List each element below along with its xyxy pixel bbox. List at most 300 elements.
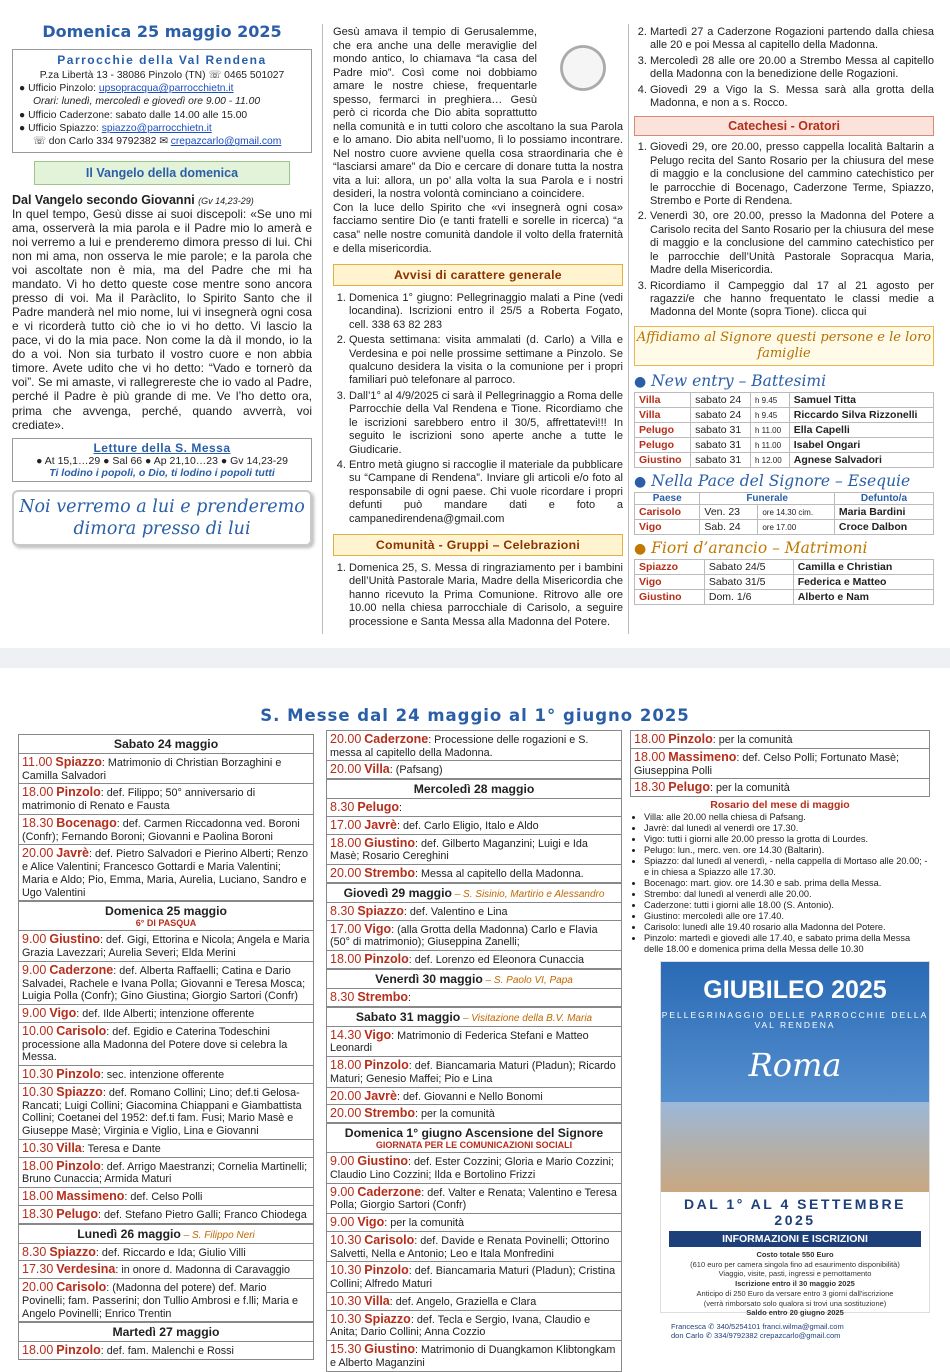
day-heading [18, 901, 314, 931]
mass-entry [630, 779, 930, 797]
mass-entry [326, 1057, 622, 1087]
gospel-title: Dal Vangelo secondo Giovanni (Gv 14,23-29) [12, 192, 254, 207]
mass-time: 10.00 [22, 1023, 54, 1038]
mass-intention: : (Pafsang) [389, 764, 443, 777]
day-heading [326, 1123, 622, 1153]
mass-entry [18, 1066, 314, 1084]
table-cell: sabato 31 [691, 453, 751, 468]
table-row [635, 453, 934, 468]
city-skyline-image [661, 1102, 929, 1192]
mass-entry [18, 962, 314, 1005]
bullet-icon: ● [634, 374, 647, 391]
avvisi-list [333, 292, 623, 526]
mass-intention: : def. fam. Malenchi e Rossi [100, 1345, 234, 1358]
office-line: ● Ufficio Pinzolo: upsopracqua@parrocchietn.it [19, 82, 234, 94]
mass-time: 8.30 [330, 989, 355, 1004]
mass-entry [18, 754, 314, 784]
mass-entry [18, 1261, 314, 1279]
parish-name: Parrocchie della Val Rendena [57, 53, 267, 67]
poster-cost-includes: Viaggio, visite, pasti, ingressi e pernottamento [718, 1269, 872, 1279]
column-divider [322, 24, 323, 634]
mass-intention: : def. Arrigo Maestranzi; Cornelia Martinelli; Bruno Cunaccia; Armida Maturi [22, 1160, 308, 1186]
mass-intention: : per la comunità [712, 734, 793, 746]
mass-intention: : Matrimonio di Federica Stefani e Matteo Leonardi [330, 1029, 589, 1055]
gospel-section-heading: Il Vangelo della domenica [34, 161, 290, 185]
poster-contact: don Carlo ✆ 334/9792382 crepazcarlo@gmail.com [671, 1331, 841, 1341]
poster-deadline: Iscrizione entro il 30 maggio 2025 [735, 1279, 855, 1289]
mass-time: 10.30 [330, 1263, 362, 1278]
mass-intention: : def. Stefano Pietro Galli; Franco Chiodega [97, 1208, 307, 1221]
table-row [635, 590, 934, 605]
mass-time: 15.30 [330, 1342, 362, 1357]
mass-entry [630, 731, 930, 749]
mass-intention: : sec. intenzione offerente [100, 1069, 225, 1082]
mass-time: 18.00 [22, 1158, 54, 1173]
mass-time: 9.00 [22, 962, 47, 977]
mass-entry [326, 1341, 622, 1371]
mass-time: 8.30 [330, 903, 355, 918]
mass-time: 9.00 [330, 1154, 355, 1169]
mass-intention: : in onore d. Madonna di Caravaggio [115, 1264, 291, 1277]
mass-intention: : def. Angelo, Graziella e Clara [389, 1295, 537, 1308]
list-item: 2. Questa settimana: visita ammalati (d. Carlo) a Villa e Verdesina e poi nelle prossime settimane a Pinzolo. Se qualcuno desidera la visita o la comunione per i propri familiari può telefonare al parroco. [349, 334, 623, 388]
table-cell: Alberto e Nam [793, 590, 933, 605]
rosario-item: • Giustino: mercoledì alle ore 17.40. [644, 911, 930, 922]
bullet-icon: ● [634, 474, 647, 491]
office-line: ● Ufficio Spiazzo: spiazzo@parrocchietn.it [19, 123, 212, 135]
table-cell: Pelugo [635, 423, 691, 438]
mass-place: Carisolo [56, 1280, 107, 1295]
mass-place: Strembo [357, 989, 409, 1004]
day-saint: – S. Paolo VI, Papa [482, 974, 573, 986]
gospel-text: In quel tempo, Gesù disse ai suoi discepoli: «Se uno mi ama, osserverà la mia parola e il Padre mio lo amerà e noi verremo a lui e prenderemo dimora presso di lui. Chi non mi ama, non osserva le mie parole; e la parola che voi ascoltate non è mia, ma del Padre che mi ha mandato. Vi ho detto queste cose mentre sono ancora presso di voi. Ma il Paràclito, lo Spirito Santo che il Padre manderà nel mio nome, lui vi insegnerà ogni cosa e vi ricorderà tutto ciò che io vi ho detto. Vi lascio la pace, vi do la mia pace. Non come la dà il mondo, io la do a voi. Non sia turbato il vostro cuore e non abbia timore. Avete udito che vi ho detto: “Vado e tornerò da voi”. Se mi amaste, vi rallegrereste che io vado al Padre, perché il Padre è più grande di me. Ve l’ho detto ora, prima che avvenga, perché, quando avverrà, voi crediate». [12, 206, 312, 432]
table-row [635, 393, 934, 408]
mass-intention: : def. Alberta Raffaelli; Catina e Dario Salvadei, Rachele e Ivana Polla; Giovanni e Teresa Mosca; Luigia Polla (Confr); Gino Giustina; Giorgio Sartori (Confr) [22, 964, 306, 1003]
poster-city: Roma [748, 1045, 842, 1084]
mass-place: Strembo [364, 866, 415, 881]
mass-entry [18, 1084, 314, 1140]
table-cell: ore 17.00 [758, 520, 835, 535]
list-item: 4. Entro metà giugno si raccoglie il materiale da pubblicare su “Campane di Rendena”. Inviare gli articoli e/o foto al responsabile di ogni paese. Chi vuole ricordare i propri defunti può mandare dati e foto a campanedirendena@gmail.com [349, 459, 623, 526]
table-cell: ore 14.30 cim. [758, 505, 835, 520]
mass-time: 20.00 [22, 846, 54, 861]
mass-intention: : def. Egidio e Caterina Todeschini processione alla Madonna del Potere dove si celebra la Messa. [22, 1025, 288, 1064]
mass-entry [18, 1188, 314, 1206]
list-item: 1. Domenica 25, S. Messa di ringraziamento per i bambini dell’Unità Pastorale Maria, Madre della Misericordia che hanno ricevuto la Prima Comunione. Ritrovo alle ore 10.00 nella chiesa parrocchiale di Carisolo, a seguire processione e Santa Messa alla Madonna del Potere. [349, 562, 623, 629]
day-label: Sabato 24 maggio [113, 737, 219, 751]
mass-entry [18, 845, 314, 901]
list-item: 3. Ricordiamo il Campeggio dal 17 al 21 agosto per ragazzi/e che hanno frequentato le classi medie a Madonna del Monte (sopra Tione). clicca qui [650, 280, 934, 320]
jubilee-poster [660, 961, 930, 1341]
masses-list [630, 730, 930, 797]
mass-intention: : (Madonna del potere) def. Mario Povinelli; fam. Passerini; don Tullio Ambrosi e f.lli; Maria e Angelo Povinelli; Enrico Trentin [22, 1282, 299, 1320]
mass-place: Pelugo [357, 800, 400, 815]
right-column [634, 26, 934, 605]
table-row [635, 505, 934, 520]
mass-entry [18, 1206, 314, 1224]
mass-intention: : def. Valentino e Lina [403, 905, 508, 918]
contact-line: ☏ don Carlo 334 9792382 ✉ crepazcarlo@gmail.com [33, 136, 282, 148]
rosario-item: • Bocenago: mart. giov. ore 14.30 e sab. prima della Messa. [644, 878, 930, 889]
rosario-item: • Carisolo: lunedì alle 19.40 rosario alla Madonna del Potere. [644, 922, 930, 933]
table-cell: Federica e Matteo [793, 575, 933, 590]
table-cell: Spiazzo [635, 560, 705, 575]
rosario-item: • Strembo: dal lunedì al venerdì alle 20.00. [644, 889, 930, 900]
dove-icon [543, 28, 623, 108]
table-cell: sabato 24 [691, 408, 751, 423]
day-heading [18, 734, 314, 754]
table-cell: Riccardo Silva Rizzonelli [789, 408, 933, 423]
mass-entry [326, 1262, 622, 1292]
mass-entry [18, 931, 314, 961]
mass-entry [326, 921, 622, 951]
bullet-icon: ● [634, 541, 647, 558]
mass-time: 9.00 [22, 932, 47, 947]
gospel-quote: Noi verremo a lui e prenderemo dimora presso di lui [12, 490, 312, 547]
table-cell: Carisolo [635, 505, 700, 520]
list-item: 4. Giovedì 29 a Vigo la S. Messa sarà alla grotta della Madonna, e non a s. Rocco. [650, 84, 934, 111]
mass-entry [326, 1105, 622, 1123]
office-line: ● Ufficio Caderzone: sabato dalle 14.00 alle 15.00 [19, 109, 248, 121]
table-cell: Giustino [635, 590, 705, 605]
mass-entry [326, 903, 622, 921]
comunita-list-continued [634, 26, 934, 110]
table-cell: Vigo [635, 575, 705, 590]
mass-intention: : per la comunità [414, 1108, 495, 1121]
day-subtitle: 6° DI PASQUA [135, 918, 197, 929]
table-cell: Ella Capelli [789, 423, 933, 438]
mass-intention: : def. Carlo Eligio, Italo e Aldo [396, 819, 539, 832]
mass-entry [326, 1214, 622, 1232]
mass-intention: : Teresa e Dante [81, 1142, 161, 1155]
readings-refrain: Ti lodino i popoli, o Dio, ti lodino i popoli tutti [49, 466, 275, 479]
parish-info-box [12, 49, 312, 153]
day-heading [326, 779, 622, 799]
page-date-title: Domenica 25 maggio 2025 [42, 22, 282, 41]
mass-intention: : def. Pietro Salvadori e Pierino Alberti; Renzo e Alice Valentini; Francesco Gottardi e Maria Valentini; Maria e Aldo; Pio, Emma, Maria, Aurelia, Luciano, Sandro e Ugo Valentini [22, 848, 309, 899]
list-item: 1. Domenica 1° giugno: Pellegrinaggio malati a Pine (vedi locandina). Iscrizioni entro il 25/5 a Roberta Fogato, cell. 338 63 82 283 [349, 292, 623, 332]
mass-intention: : def. Riccardo e Ida; Giulio Villi [95, 1246, 246, 1259]
table-cell: h 11.00 [750, 438, 789, 453]
mass-time: 10.30 [22, 1140, 54, 1155]
poster-balance: Saldo entro 20 giugno 2025 [746, 1308, 844, 1318]
mass-intention: : def. Davide e Renata Povinelli; Ottorino Salvetti, Nella e Antonio; Leo e Itala Monfredini [330, 1234, 610, 1260]
day-label: Mercoledì 28 maggio [413, 782, 535, 797]
mass-place: Spiazzo [56, 1084, 103, 1099]
list-item: 3. Dall’1° al 4/9/2025 ci sarà il Pellegrinaggio a Roma delle Parrocchie della Val Rendena e Tione. Ricordiamo che le iscrizioni sarebbero entro il 30/5, affrettatevi!!! In seguito le iscrizioni sono aperte anche a tutte le Giudicarie. [349, 390, 623, 457]
day-saint: – S. Filippo Neri [180, 1229, 255, 1241]
mass-place: Vigo [364, 1027, 392, 1042]
list-item: 2. Martedì 27 a Caderzone Rogazioni partendo dalla chiesa alle 20 e poi Messa al capitello della Madonna. [650, 26, 934, 53]
mass-intention: : per la comunità [709, 782, 790, 795]
bottom-page [0, 668, 950, 1369]
mass-place: Vigo [357, 1215, 385, 1230]
mass-entry [18, 1023, 314, 1066]
catechesi-list [634, 141, 934, 319]
mass-entry [326, 1153, 622, 1183]
poster-subtitle: PELLEGRINAGGIO DELLE PARROCCHIE DELLA VAL RENDENA [661, 1009, 929, 1030]
mass-entry [326, 951, 622, 969]
comunita-heading: Comunità - Gruppi – Celebrazioni [333, 534, 623, 556]
mass-place: Massimeno [668, 749, 737, 764]
matrimoni-heading: ● Fiori d’arancio – Matrimoni [634, 539, 868, 558]
day-heading [18, 1322, 314, 1342]
table-cell: Villa [635, 393, 691, 408]
poster-advance: Anticipo di 250 Euro da versare entro 3 giorni dall'iscrizione [696, 1288, 894, 1298]
matrimoni-table [634, 559, 934, 605]
mass-place: Giustino [357, 1154, 409, 1169]
rosario-item: • Javrè: dal lunedì al venerdì ore 17.30. [644, 823, 930, 834]
mass-intention: : def. Carmen Riccadonna ved. Boroni (Confr); Fernando Boroni; Giovanni e Paolina Boroni [22, 817, 300, 843]
mass-intention: : Messa al capitello della Madonna. [414, 868, 584, 881]
mass-place: Massimeno [56, 1189, 125, 1204]
table-row [635, 575, 934, 590]
table-cell: Vigo [635, 520, 700, 535]
mass-entry [326, 989, 622, 1007]
esequie-table [634, 492, 934, 535]
mass-time: 20.00 [330, 1088, 362, 1103]
mass-entry [18, 1140, 314, 1158]
readings-list: ● At 15,1…29 ● Sal 66 ● Ap 21,10…23 ● Gv 14,23-29 [36, 454, 288, 467]
table-cell: Sab. 24 [700, 520, 758, 535]
mass-time: 18.00 [634, 732, 666, 746]
mass-entry [326, 865, 622, 883]
mass-time: 18.30 [22, 1206, 54, 1221]
mass-entry [630, 749, 930, 779]
mass-time: 11.00 [22, 755, 53, 769]
mass-time: 9.00 [330, 1215, 355, 1230]
mass-entry [326, 817, 622, 835]
mass-intention: : Processione delle rogazioni e S. messa al capitello della Madonna. [330, 734, 589, 759]
masses-column-3 [630, 730, 930, 1341]
day-label: Giovedì 29 maggio [343, 885, 452, 900]
mass-intention: : def. Giovanni e Nello Bonomi [396, 1090, 543, 1103]
mass-place: Giustino [49, 932, 101, 947]
battesimi-heading: ● New entry – Battesimi [634, 372, 827, 391]
day-saint: – S. Sisinio, Martirio e Alessandro [451, 888, 605, 900]
mass-entry [18, 1279, 314, 1322]
day-heading [326, 883, 622, 903]
mass-place: Giustino [364, 835, 415, 850]
table-row [635, 408, 934, 423]
mass-entry [18, 1244, 314, 1262]
column-header: Paese [635, 493, 700, 505]
mass-entry [18, 784, 314, 814]
column-header: Defunto/a [834, 493, 933, 505]
rosario-item: • Villa: alle 20.00 nella chiesa di Pafsang. [644, 812, 930, 823]
left-column [12, 22, 312, 546]
day-heading [326, 969, 622, 989]
mass-place: Javrè [56, 846, 89, 861]
mass-entry [326, 761, 622, 779]
mass-intention: : [408, 991, 412, 1004]
mass-place: Pelugo [668, 780, 710, 795]
mass-time: 18.00 [22, 1343, 54, 1358]
mass-intention: : Matrimonio di Christian Borzaghini e Camilla Salvadori [22, 757, 282, 782]
mass-intention: : def. Teclа e Sergio, Ivana, Claudio e Anita; Dario Collini; Anna Cozzio [330, 1313, 591, 1339]
mass-entry [326, 799, 622, 817]
mass-place: Pinzolo [364, 1058, 409, 1073]
mass-intention: : def. Biancamaria Maturi (Pladun); Cristina Collini; Alfredo Maturi [330, 1265, 616, 1291]
mass-place: Villa [364, 1293, 390, 1308]
mass-entry [326, 1088, 622, 1106]
mass-intention: : def. Romano Collini; Lino; def.ti Gelosa-Rancati; Luigi Collini; Giacomina Chiappani e Giambattista Collini; Coetanei del 1952: def.ti fam. Fusi; Mario Masè e Giuseppe Masè; Virginia e Viglio, Lina e Giovanni [22, 1086, 302, 1138]
table-cell: sabato 24 [691, 393, 751, 408]
mass-time: 18.00 [634, 749, 666, 764]
catechesi-heading: Catechesi - Oratori [634, 116, 934, 136]
mass-place: Vigo [49, 1006, 77, 1021]
list-item: 3. Mercoledì 28 alle ore 20.00 a Strembo Messa al capitello della Madonna con la benedizione delle Rogazioni. [650, 55, 934, 82]
mass-intention: : def. Ester Cozzini; Gloria e Mario Cozzini; Claudio Lino Cozzini; Ilda e Bortolino Frizzi [330, 1156, 614, 1181]
table-cell: Ven. 23 [700, 505, 758, 520]
mass-place: Pelugo [56, 1206, 98, 1221]
mass-intention: : def. Valter e Renata; Valentino e Teresa Polla; Giorgio Sartori (Confr) [330, 1186, 617, 1212]
mass-intention: : per la comunità [384, 1217, 465, 1230]
mass-entry [326, 1184, 622, 1214]
mass-entry [18, 815, 314, 845]
battesimi-table [634, 392, 934, 468]
poster-info-banner: INFORMAZIONI E ISCRIZIONI [669, 1231, 921, 1247]
day-saint: – Visitazione della B.V. Maria [460, 1012, 593, 1024]
rosario-heading: Rosario del mese di maggio [710, 798, 850, 811]
mass-place: Verdesina [56, 1262, 116, 1277]
mass-place: Pinzolo [56, 785, 101, 800]
mass-place: Spiazzo [357, 903, 404, 918]
mass-time: 10.30 [330, 1293, 362, 1308]
mass-time: 20.00 [330, 762, 362, 777]
mass-time: 18.00 [330, 952, 362, 967]
poster-title: GIUBILEO 2025 [703, 975, 887, 1004]
table-cell: h 9.45 [750, 393, 789, 408]
table-cell: h 12.00 [750, 453, 789, 468]
rosario-item: • Pinzolo: martedì e giovedì alle 17.40, e sabato prima della Messa delle 18.00 e domenica prima della Messa delle 10.30 [644, 933, 930, 955]
mass-place: Javrè [364, 817, 397, 832]
mass-place: Pinzolo [364, 1263, 409, 1278]
mass-time: 9.00 [330, 1184, 355, 1199]
mass-intention: : (alla Grotta della Madonna) Carlo e Flavia (50° di matrimonio); Giuseppina Zanelli; [330, 923, 598, 949]
mass-intention: : def. Biancamaria Maturi (Pladun); Ricardo Maturi; Genesio Maffei; Pio e Lina [330, 1060, 616, 1085]
parish-address: P.za Libertà 13 - 38086 Pinzolo (TN) ☏ 0465 501027 [39, 69, 285, 81]
poster-contact: Francesca ✆ 340/5254101 franci.wilma@gmail.com [671, 1322, 844, 1332]
mass-place: Pinzolo [56, 1158, 101, 1173]
rosario-item: • Vigo: tutti i giorni alle 20.00 presso la grotta di Lourdes. [644, 834, 930, 845]
mass-place: Bocenago [56, 815, 117, 830]
day-label: Martedì 27 maggio [112, 1325, 220, 1340]
mass-place: Spiazzo [55, 755, 102, 769]
mass-time: 10.30 [22, 1067, 54, 1082]
rosario-section [630, 799, 930, 955]
mass-entry [18, 1005, 314, 1023]
mass-time: 20.00 [330, 866, 362, 881]
table-cell: Croce Dalbon [834, 520, 933, 535]
mass-place: Villa [364, 762, 390, 777]
mass-time: 20.00 [22, 1280, 54, 1295]
rosario-item: • Caderzone: tutti i giorni alle 18.00 (S. Antonio). [644, 900, 930, 911]
table-cell: sabato 31 [691, 423, 751, 438]
mass-place: Giustino [364, 1342, 415, 1357]
mass-intention: : [399, 802, 403, 815]
mass-time: 17.00 [330, 921, 362, 936]
table-cell: Samuel Titta [789, 393, 933, 408]
mass-place: Pinzolo [668, 732, 713, 746]
rosario-item: • Pelugo: lun., merc. ven. ore 14.30 (Baltarin). [644, 845, 930, 856]
mass-intention: : Matrimonio di Duangkamon Klibtongkam e Alberto Maganzini [330, 1344, 616, 1369]
table-cell: h 9.45 [750, 408, 789, 423]
rosario-item: • Spiazzo: dal lunedì al venerdì, - nella cappella di Mortaso alle 20.00; - e in chiesa a Spiazzo alle 17.30. [644, 856, 930, 878]
table-row [635, 438, 934, 453]
day-subtitle: GIORNATA PER LE COMUNICAZIONI SOCIALI [375, 1140, 573, 1151]
day-heading [326, 1007, 622, 1027]
table-cell: Sabato 24/5 [704, 560, 793, 575]
mass-entry [18, 1342, 314, 1360]
mass-place: Pinzolo [364, 952, 409, 967]
avvisi-heading: Avvisi di carattere generale [333, 264, 623, 286]
masses-title: S. Messe dal 24 maggio al 1° giugno 2025 [260, 706, 690, 725]
poster-dates: DAL 1° AL 4 SETTEMBRE 2025 [684, 1195, 906, 1228]
mass-time: 10.30 [22, 1084, 54, 1099]
email-link[interactable]: upsopracqua@parrocchietn.it [98, 82, 234, 94]
mass-place: Pinzolo [56, 1343, 101, 1358]
mass-time: 8.30 [330, 800, 355, 815]
table-cell: h 11.00 [750, 423, 789, 438]
middle-column [333, 26, 623, 628]
table-row [635, 423, 934, 438]
esequie-heading: ● Nella Pace del Signore – Esequie [634, 472, 911, 491]
day-heading [18, 1224, 314, 1244]
readings-box [12, 438, 312, 482]
mass-intention: : def. Celso Polli [124, 1191, 203, 1204]
mass-place: Villa [56, 1140, 82, 1155]
mass-time: 10.30 [330, 1232, 362, 1247]
mass-time: 20.00 [330, 732, 362, 746]
mass-entry [326, 1293, 622, 1311]
table-cell: Maria Bardini [834, 505, 933, 520]
readings-title: Letture della S. Messa [93, 440, 231, 455]
mass-time: 14.30 [330, 1027, 362, 1042]
mass-entry [326, 730, 622, 761]
poster-cost: Costo totale 550 Euro [756, 1249, 834, 1259]
mass-time: 10.30 [330, 1311, 362, 1326]
day-label: Venerdì 30 maggio [375, 971, 483, 986]
mass-place: Strembo [364, 1106, 415, 1121]
mass-intention: : def. Ilde Alberti; intenzione offerente [76, 1008, 255, 1021]
email-link[interactable]: spiazzo@parrocchietn.it [101, 123, 212, 135]
list-item: 1. Giovedì 29, ore 20.00, presso cappella località Baltarin a Pelugo recita del Santo Rosario per la chiusura del mese di maggio e la conclusione del cammino catechistico per le parrocchie di Bocenago, Caderzone Terme, Spiazzo, Strembo e Porte di Rendena. [650, 141, 934, 208]
mass-place: Pinzolo [56, 1067, 101, 1082]
list-item: 2. Venerdì 30, ore 20.00, presso la Madonna del Potere a Carisolo recita del Santo Rosario per la chiusura del mese di maggio e la conclusione del cammino catechistico per le parrocchie dell’Unità Pastorale Sopracqua Maria, Madre della Misericordia. [650, 210, 934, 277]
table-cell: Giustino [635, 453, 691, 468]
table-cell: Isabel Ongari [789, 438, 933, 453]
masses-column-2 [326, 730, 622, 1372]
email-link[interactable]: crepazcarlo@gmail.com [170, 136, 282, 148]
masses-column-1 [18, 734, 314, 1360]
mass-place: Javrè [364, 1088, 397, 1103]
mass-time: 17.30 [22, 1262, 54, 1277]
comunita-list [333, 561, 623, 628]
mass-time: 18.00 [330, 1058, 362, 1073]
mass-intention: : def. Gilberto Maganzini; Luigi e Ida Masè; Rosario Cereghini [330, 837, 588, 863]
affidiamo-banner: Affidiamo al Signore questi persone e le loro famiglie [634, 326, 934, 367]
mass-place: Caderzone [49, 962, 114, 977]
mass-time: 18.30 [634, 780, 666, 795]
day-label: Domenica 1° giugno Ascensione del Signore [344, 1126, 604, 1141]
mass-intention: : def. Filippo; 50° anniversario di matrimonio di Renato e Fausta [22, 787, 256, 813]
reflection-text: Gesù amava il tempio di Gerusalemme, che era anche una delle meraviglie del mondo antico, lo chiamava “la casa del Padre mio”. Così come noi dobbiamo amare le nostre chiese, frequentarle spesso, fermarci in preghiera… Gesù però ci ricorda che Dio abita soprattutto nella comunità e in tutti coloro che ascoltano la sua Parola e lo amano. Dio abita nell’uomo, lì lo possiamo incontrare. Nel nostro cuore avviene quella cosa straordinaria che è “lasciarsi amare” da Dio e cercare di donare tutta la nostra vita a lui: allora, un po’ alla volta la sua Parola e i nostri desideri, la nostra volontà cominciano a coincidere. Con la luce dello Spirito che «vi insegnerà ogni cosa» facciamo sentire Dio (e tanti fratelli e sorelle in ricerca) “a casa” nelle nostre comunità dandole il volto della fraternità e della misericordia. [333, 26, 623, 255]
day-label: Domenica 25 maggio [105, 904, 227, 919]
mass-entry [326, 1232, 622, 1262]
mass-time: 18.00 [330, 835, 362, 850]
mass-entry [18, 1158, 314, 1188]
